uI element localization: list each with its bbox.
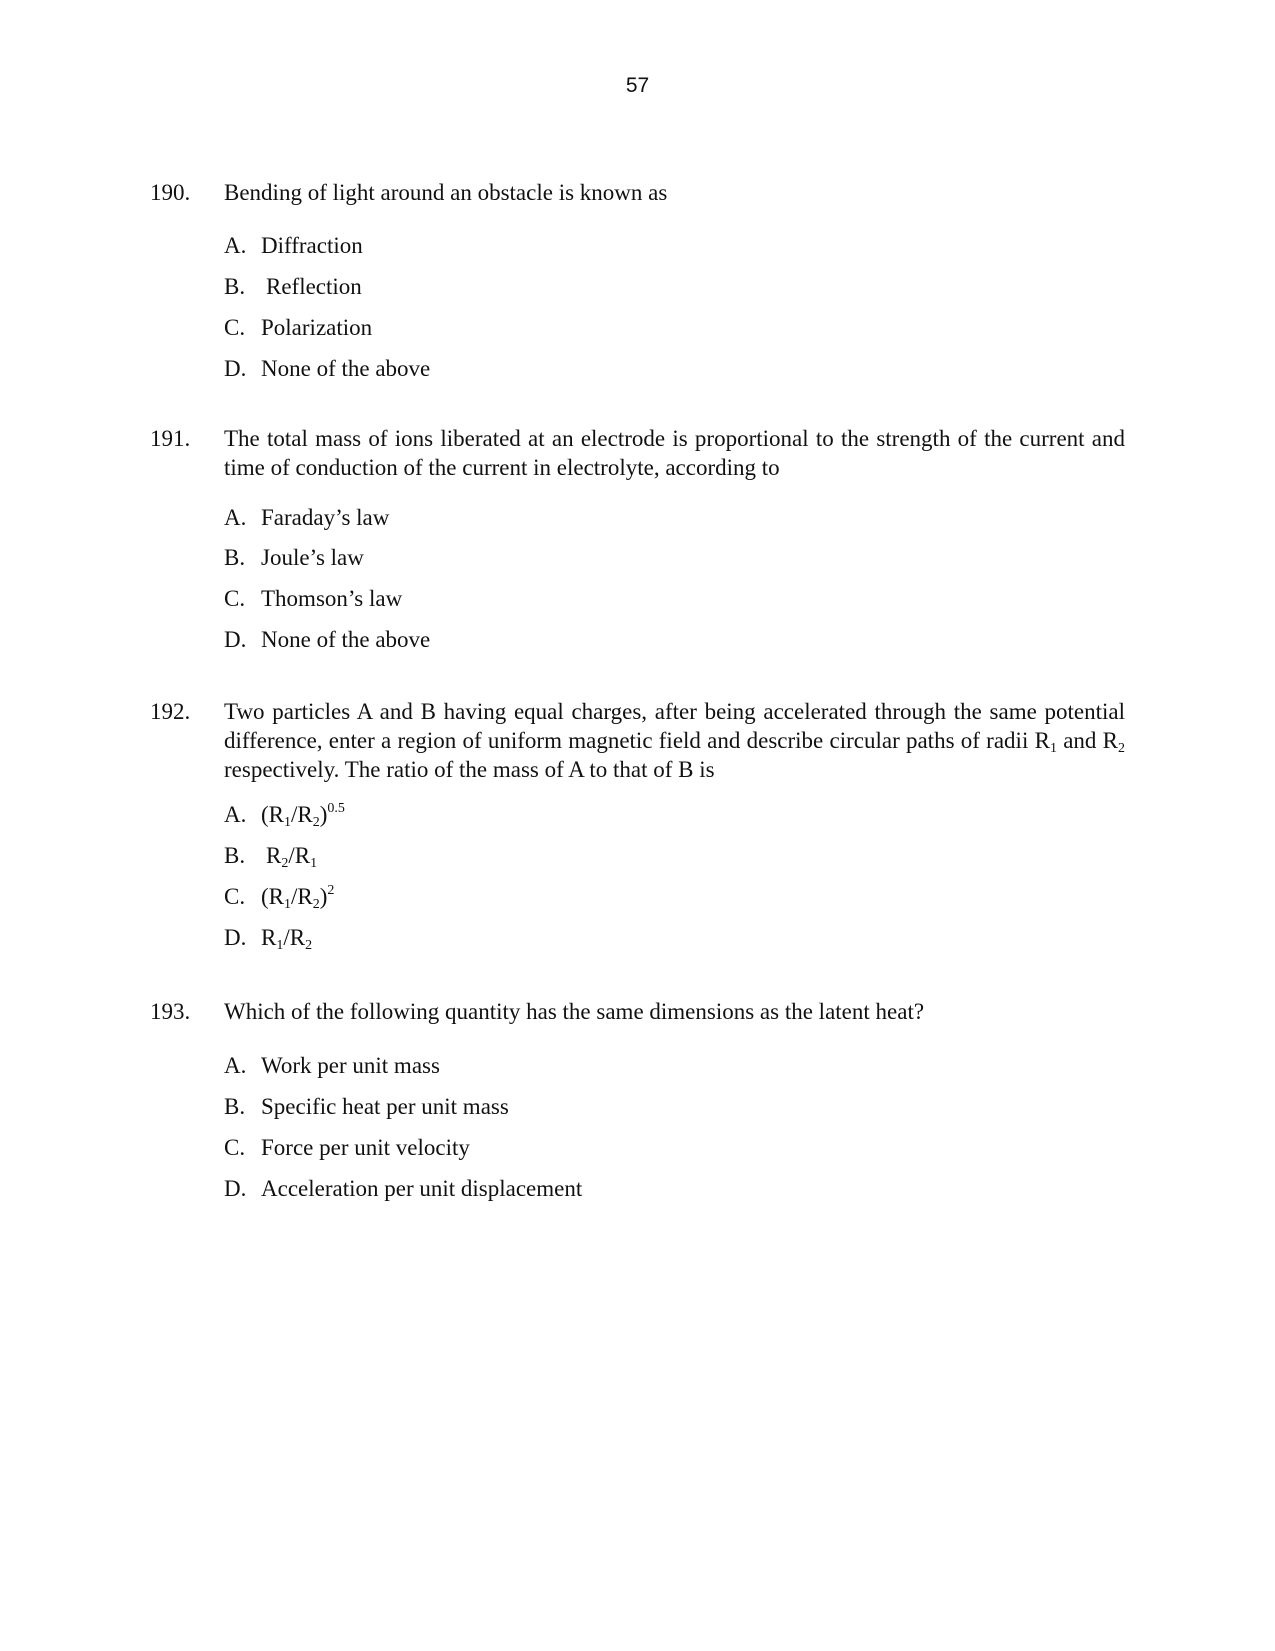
option-b [224, 272, 362, 301]
option-text: Thomson’s law [261, 586, 403, 611]
question-text [224, 697, 1125, 784]
option-letter: C. [224, 315, 246, 340]
subscript: 2 [1118, 741, 1125, 756]
option-text: Faraday’s law [261, 505, 390, 530]
option-formula: $R_1/R_2$ [261, 925, 313, 953]
option-letter: A. [224, 1053, 247, 1078]
option-a [224, 1051, 440, 1080]
option-letter: B. [224, 843, 246, 868]
option-text: None of the above [261, 627, 431, 652]
option-text: Force per unit velocity [261, 1135, 470, 1160]
option-letter: D. [224, 356, 247, 381]
option-letter: D. [224, 925, 247, 950]
option-letter: B. [224, 274, 246, 299]
option-formula: $(R_1/R_2)^{0.5}$ [261, 801, 345, 830]
question-number: 190. [150, 180, 191, 205]
option-letter: C. [224, 586, 246, 611]
option-text: Polarization [261, 315, 373, 340]
option-c [224, 313, 372, 342]
question-number: 193. [150, 999, 191, 1024]
option-text: Specific heat per unit mass [261, 1094, 509, 1119]
option-text: Work per unit mass [261, 1053, 440, 1078]
subscript: 1 [1049, 741, 1057, 756]
option-text: Joule’s law [261, 545, 364, 570]
text-part: Two particles A and B having equal charges, after being accelerated through the same potential difference, enter a region of uniform magnetic field and describe circular paths of radii R [224, 699, 1125, 753]
option-a [224, 503, 389, 532]
text-part: and R [1056, 728, 1118, 753]
question-text: Bending of light around an obstacle is known as [224, 180, 668, 205]
question-text: The total mass of ions liberated at an electrode is proportional to the strength of the current and time of conduction of the current in electrolyte, according to [224, 426, 1125, 480]
option-c [224, 584, 402, 613]
text-part: respectively. The ratio of the mass of A to that of B is [224, 757, 715, 782]
question-text: Which of the following quantity has the same dimensions as the latent heat? [224, 999, 925, 1024]
option-c [224, 882, 334, 911]
option-c [224, 1133, 470, 1162]
question-number: 191. [150, 426, 191, 451]
option-d [224, 1174, 582, 1203]
option-letter: B. [224, 1094, 246, 1119]
option-letter: D. [224, 1176, 247, 1201]
option-d [224, 625, 430, 654]
option-text: Reflection [266, 274, 362, 299]
option-a [224, 231, 363, 260]
option-d [224, 354, 430, 383]
option-letter: D. [224, 627, 247, 652]
option-text: Acceleration per unit displacement [261, 1176, 583, 1201]
option-a [224, 800, 345, 829]
option-letter: B. [224, 545, 246, 570]
option-letter: A. [224, 233, 247, 258]
option-d [224, 923, 312, 952]
option-letter: C. [224, 1135, 246, 1160]
option-b [224, 1092, 509, 1121]
option-letter: A. [224, 802, 247, 827]
option-b [224, 543, 364, 572]
page-number: 57 [625, 74, 650, 97]
option-formula: $R_2/R_1$ [266, 843, 318, 871]
option-text: None of the above [261, 356, 431, 381]
option-letter: C. [224, 884, 246, 909]
option-text: Diffraction [261, 233, 363, 258]
option-letter: A. [224, 505, 247, 530]
option-b [224, 841, 317, 870]
option-formula: $(R_1/R_2)^2$ [261, 883, 335, 912]
question-number: 192. [150, 699, 191, 724]
